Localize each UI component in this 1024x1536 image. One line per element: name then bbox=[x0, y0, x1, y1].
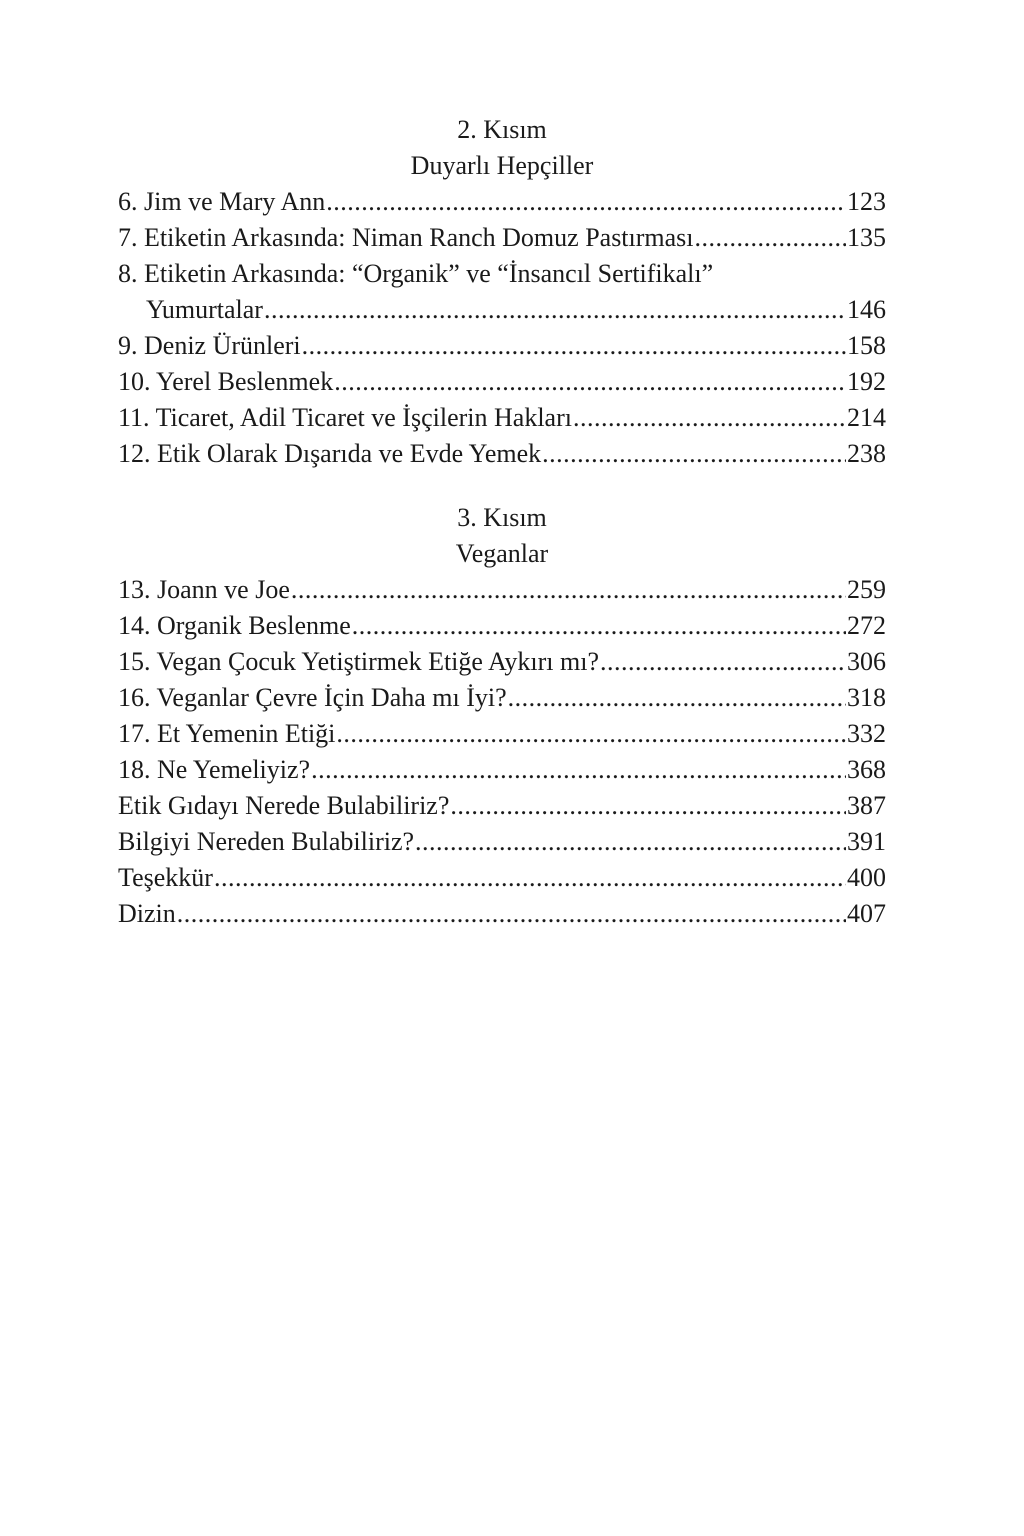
dot-leader bbox=[573, 400, 846, 436]
toc-entry-title: 12. Etik Olarak Dışarıda ve Evde Yemek bbox=[118, 439, 542, 468]
toc-entry-title: 17. Et Yemenin Etiği bbox=[118, 719, 336, 748]
toc-entry-title: Bilgiyi Nereden Bulabiliriz? bbox=[118, 827, 415, 856]
toc-entry[interactable] bbox=[118, 436, 886, 472]
dot-leader bbox=[291, 572, 846, 608]
toc-entry-title: Yumurtalar bbox=[146, 295, 263, 324]
toc-page-number: 391 bbox=[847, 827, 886, 856]
toc-page-number: 387 bbox=[847, 791, 886, 820]
part-2 bbox=[118, 112, 886, 472]
toc-entry[interactable] bbox=[118, 680, 886, 716]
toc-entry-title: 16. Veganlar Çevre İçin Daha mı İyi? bbox=[118, 683, 507, 712]
toc-entry-title: 10. Yerel Beslenmek bbox=[118, 367, 334, 396]
dot-leader bbox=[302, 328, 846, 364]
toc-page-number: 368 bbox=[847, 755, 886, 784]
toc-entry-title: Etik Gıdayı Nerede Bulabiliriz? bbox=[118, 791, 450, 820]
toc-entry-title: 6. Jim ve Mary Ann bbox=[118, 187, 326, 216]
toc-list bbox=[118, 572, 886, 932]
toc-entry[interactable] bbox=[118, 184, 886, 220]
toc-entry-title: Teşekkür bbox=[118, 863, 213, 892]
toc-entry-title: Dizin bbox=[118, 899, 176, 928]
toc-entry[interactable] bbox=[118, 860, 886, 896]
dot-leader bbox=[542, 436, 846, 472]
dot-leader bbox=[264, 292, 846, 328]
part-number-label: 2. Kısım bbox=[457, 115, 547, 144]
toc-page-number: 123 bbox=[847, 187, 886, 216]
dot-leader bbox=[177, 896, 846, 932]
toc-entry-title: 14. Organik Beslenme bbox=[118, 611, 351, 640]
toc-entry[interactable] bbox=[118, 896, 886, 932]
dot-leader bbox=[336, 716, 846, 752]
dot-leader bbox=[450, 788, 846, 824]
toc-entry-title: 11. Ticaret, Adil Ticaret ve İşçilerin Hakları bbox=[118, 403, 572, 432]
toc-page-number: 259 bbox=[847, 575, 886, 604]
toc-entry[interactable] bbox=[118, 788, 886, 824]
part-title: Duyarlı Hepçiller bbox=[410, 151, 594, 180]
part-3 bbox=[118, 500, 886, 932]
toc-entry[interactable] bbox=[118, 328, 886, 364]
dot-leader bbox=[334, 364, 846, 400]
dot-leader bbox=[352, 608, 846, 644]
toc-page-number: 306 bbox=[847, 647, 886, 676]
toc-page-number: 400 bbox=[847, 863, 886, 892]
toc-entry[interactable] bbox=[118, 608, 886, 644]
toc-page-number: 192 bbox=[847, 367, 886, 396]
toc-entry[interactable] bbox=[118, 716, 886, 752]
toc-entry[interactable] bbox=[118, 256, 886, 328]
toc-page-number: 332 bbox=[847, 719, 886, 748]
dot-leader bbox=[214, 860, 846, 896]
part-title: Veganlar bbox=[455, 539, 549, 568]
toc-entry[interactable] bbox=[118, 400, 886, 436]
toc-page-number: 318 bbox=[847, 683, 886, 712]
toc-entry[interactable] bbox=[118, 572, 886, 608]
toc-entry-title: 7. Etiketin Arkasında: Niman Ranch Domuz Pastırması bbox=[118, 223, 694, 252]
table-of-contents bbox=[118, 112, 886, 932]
dot-leader bbox=[311, 752, 846, 788]
toc-page-number: 146 bbox=[847, 295, 886, 324]
toc-page-number: 158 bbox=[847, 331, 886, 360]
toc-entry[interactable] bbox=[118, 644, 886, 680]
dot-leader bbox=[600, 644, 846, 680]
dot-leader bbox=[695, 220, 846, 256]
toc-entry-title: 13. Joann ve Joe bbox=[118, 575, 290, 604]
part-number-label: 3. Kısım bbox=[457, 503, 547, 532]
dot-leader bbox=[508, 680, 846, 716]
dot-leader bbox=[326, 184, 846, 220]
toc-page-number: 272 bbox=[847, 611, 886, 640]
toc-list bbox=[118, 184, 886, 472]
toc-page-number: 214 bbox=[847, 403, 886, 432]
toc-entry[interactable] bbox=[118, 364, 886, 400]
toc-entry-title: 15. Vegan Çocuk Yetiştirmek Etiğe Aykırı mı? bbox=[118, 647, 599, 676]
toc-entry[interactable] bbox=[118, 220, 886, 256]
toc-entry-title: 9. Deniz Ürünleri bbox=[118, 331, 301, 360]
toc-page-number: 238 bbox=[847, 439, 886, 468]
dot-leader bbox=[415, 824, 846, 860]
toc-page-number: 407 bbox=[847, 899, 886, 928]
toc-entry[interactable] bbox=[118, 824, 886, 860]
toc-page-number: 135 bbox=[847, 223, 886, 252]
toc-entry-title: 18. Ne Yemeliyiz? bbox=[118, 755, 311, 784]
toc-entry[interactable] bbox=[118, 752, 886, 788]
toc-entry-first-line: 8. Etiketin Arkasında: “Organik” ve “İnsancıl Sertifikalı” bbox=[118, 259, 714, 288]
